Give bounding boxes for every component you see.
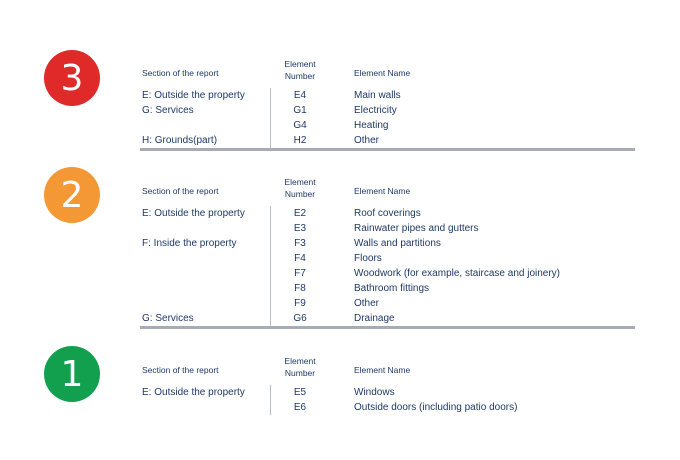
table-row: F8 Bathroom fittings [294,283,430,294]
header-element-name: Element Name [354,365,411,375]
header-section: Section of the report [142,186,219,196]
header-element-number: Element Number [284,356,316,378]
section-divider [140,326,635,329]
header-section: Section of the report [142,68,219,78]
table-row: F: Inside the property F3 Walls and partitions [142,238,441,249]
table-row: E3 Rainwater pipes and gutters [293,223,479,234]
section-divider [140,148,635,151]
table-row: F4 Floors [294,253,382,264]
header-section: Section of the report [142,365,219,375]
table-row: E: Outside the property E5 Windows [142,387,395,398]
table-row: F7 Woodwork (for example, staircase and joinery) [294,268,561,279]
header-element-name: Element Name [354,186,411,196]
table-row: F9 Other [294,298,380,309]
header-element-number: Element Number [284,177,316,199]
condition-rating-2-badge: 2 [44,167,100,223]
table-row: G: Services G6 Drainage [142,313,395,324]
table-row: E: Outside the property E2 Roof coverings [142,208,421,219]
table-row: H: Grounds(part) H2 Other [142,135,380,146]
table-row: E6 Outside doors (including patio doors) [293,402,518,413]
header-element-name: Element Name [354,68,411,78]
table-row: G4 Heating [293,120,389,131]
table-row: G: Services G1 Electricity [142,105,397,116]
condition-rating-1-badge: 1 [44,346,100,402]
table-row: E: Outside the property E4 Main walls [142,90,401,101]
condition-rating-3-badge: 3 [44,50,100,106]
header-element-number: Element Number [284,59,316,81]
